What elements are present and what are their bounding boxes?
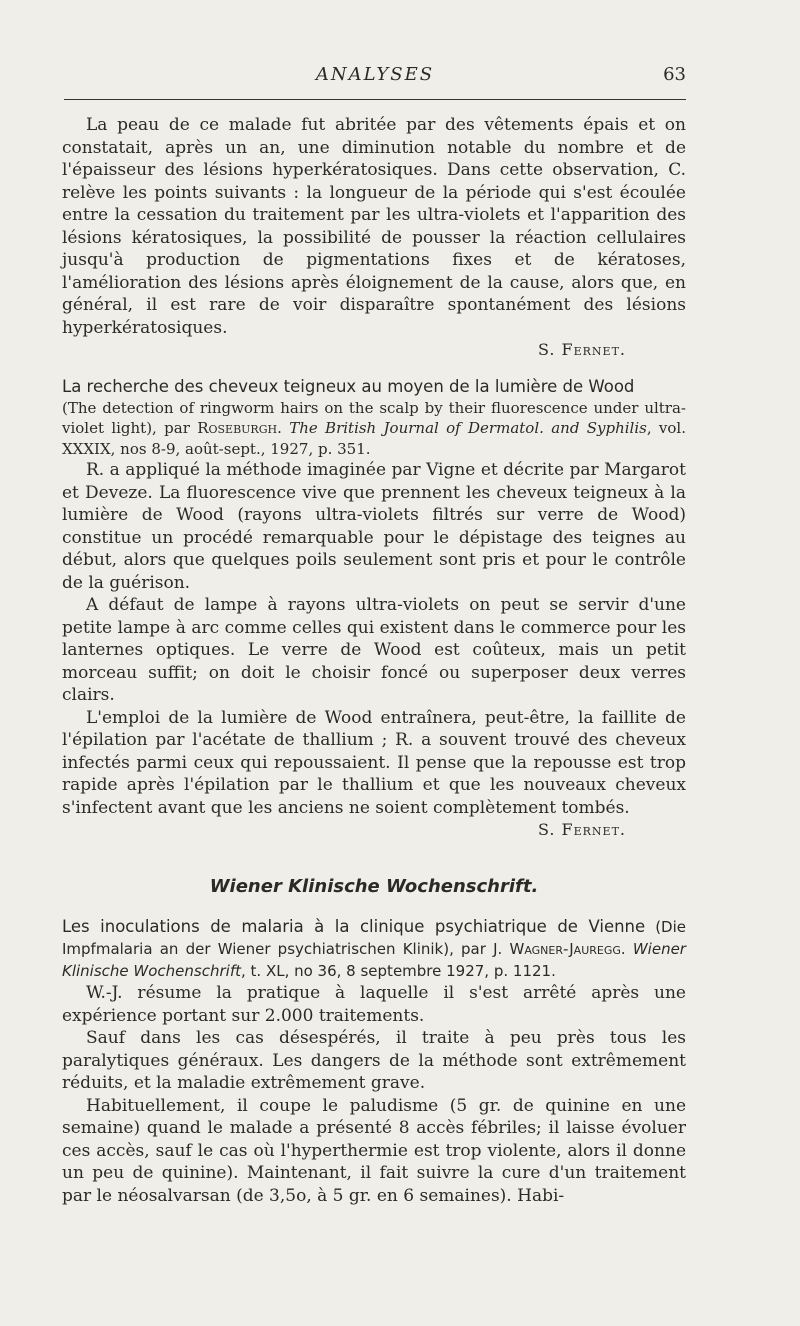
paragraph: A défaut de lampe à rayons ultra-violets on peut se servir d'une petite lampe à arc comme celles qui existent dans le commerce pour les lanternes optiques. Le verre de Wood est coûteux, mais un petit morceau suffit; on doit le choisir foncé ou superposer deux verres clairs. [62, 595, 686, 705]
header-rule [64, 99, 686, 100]
page-number: 63 [663, 64, 686, 85]
body-text [62, 114, 686, 1207]
journal-heading: Wiener Klinische Wochenschrift. [209, 875, 539, 897]
author-name: Wagner-Jauregg [509, 940, 621, 958]
article-title [62, 376, 686, 398]
paragraph: W.-J. résume la pratique à laquelle il s'est arrêté après une expérience portant sur 2.000 traitements. [62, 983, 686, 1026]
article-reference: (The detection of ringworm hairs on the scalp by their fluorescence under ultra-violet light), par Roseburgh. The British Journal of Dermatol. and Syphilis, vol. XXXIX, nos 8-9, août-sept., 1927, p. 351. [62, 398, 686, 458]
article-reference: (Die Impfmalaria an der Wiener psychiatrischen Klinik), par J. Wagner-Jauregg. Wiener Klinische Wochenschrift, t. XL, no 36, 8 septembre 1927, p. 1121. [62, 918, 686, 980]
article-title-text: La recherche des cheveux teigneux au moyen de la lumière de Wood [62, 376, 635, 396]
running-title: ANALYSES [315, 64, 435, 85]
author-name: Roseburgh [197, 419, 278, 437]
paragraph: Habituellement, il coupe le paludisme (5 gr. de quinine en une semaine) quand le malade a présenté 8 accès fébriles; il laisse évoluer ces accès, sauf le cas où l'hyperthermie est trop violente, alors il donne un peu de quinine). Maintenant, il fait suivre la cure d'un traitement par le néosalvarsan (de 3,5o, à 5 gr. en 6 semaines). Habi- [62, 1095, 686, 1206]
article-title-text: Les inoculations de malaria à la clinique psychiatrique de Vienne [62, 917, 646, 936]
page-header [64, 64, 686, 92]
journal-name: Wiener Klinische Wochenschrift [62, 940, 686, 980]
signature: S. Fernet. [537, 340, 626, 359]
paragraph: R. a appliqué la méthode imaginée par Vigne et décrite par Margarot et Deveze. La fluorescence vive que prennent les cheveux teigneux à la lumière de Wood (rayons ultra-violets filtrés sur verre de Wood) constitue un procédé remarquable pour le dépistage des teignes au début, alors que quelques poils seulement sont pris et pour le contrôle de la guérison. [62, 460, 686, 593]
article-title [62, 916, 686, 982]
paragraph: Sauf dans les cas désespérés, il traite à peu près tous les paralytiques généraux. Les dangers de la méthode sont extrêmement réduits, et la maladie extrêmement grave. [62, 1028, 686, 1093]
paragraph: L'emploi de la lumière de Wood entraînera, peut-être, la faillite de l'épilation par l'acétate de thallium ; R. a souvent trouvé des cheveux infectés parmi ceux qui repoussaient. Il pense que la repousse est trop rapide après l'épilation par le thallium et que les nouveaux cheveux s'infectent avant que les anciens ne soient complètement tombés. [62, 707, 686, 818]
journal-name: The British Journal of Dermatol. and Syphilis [289, 419, 647, 437]
paragraph: La peau de ce malade fut abritée par des vêtements épais et on constatait, après un an, une diminution notable du nombre et de l'épaisseur des lésions hyperkératosiques. Dans cette observation, C. relève les points suivants : la longueur de la période qui s'est écoulée entre la cessation du traitement par les ultra-violets et l'apparition des lésions kératosiques, la possibilité de pousser la réaction cellulaires jusqu'à production de pigmentations fixes et de kératoses, l'amélioration des lésions après éloignement de la cause, alors que, en général, il est rare de voir disparaître spontanément des lésions hyperkératosiques. [62, 115, 686, 338]
signature: S. Fernet. [537, 820, 626, 839]
